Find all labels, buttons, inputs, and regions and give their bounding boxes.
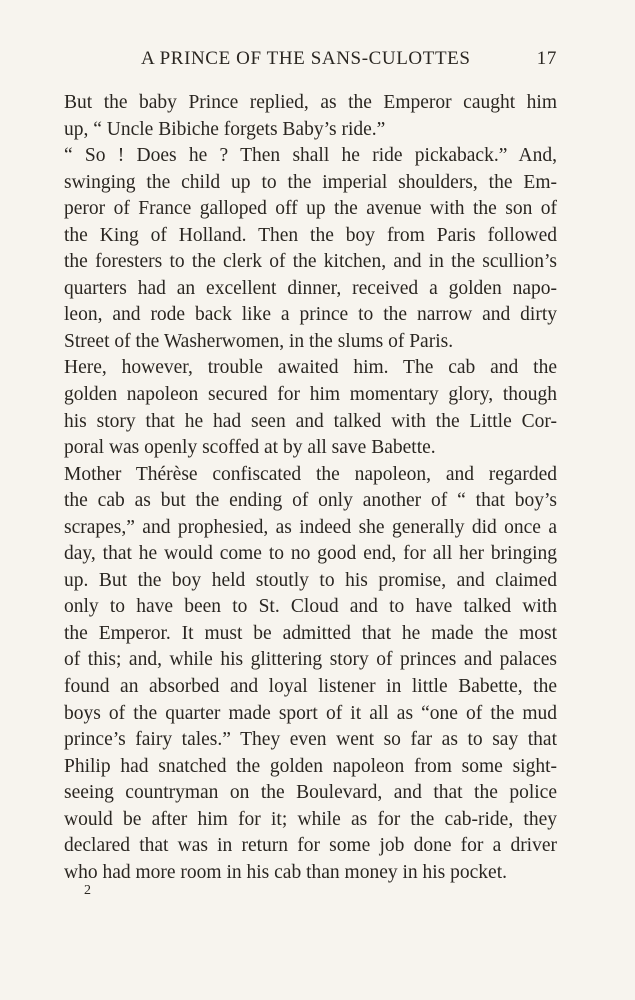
text-line: seeing countryman on the Boulevard, and that the police: [64, 782, 557, 804]
text-line: peror of France galloped off up the avenue with the son of: [64, 198, 557, 220]
text-line: up. But the boy held stoutly to his promise, and claimed: [64, 569, 557, 591]
text-line: quarters had an excellent dinner, received a golden napo-: [64, 277, 557, 299]
text-line: Here, however, trouble awaited him. The cab and the: [64, 357, 557, 379]
text-line: the cab as but the ending of only another of “ that boy’s: [64, 490, 557, 512]
text-line: golden napoleon secured for him momentary glory, though: [64, 384, 557, 406]
text-line: day, that he would come to no good end, for all her bringing: [64, 543, 557, 565]
text-line: who had more room in his cab than money in his pocket.: [64, 861, 507, 883]
text-line: poral was openly scoffed at by all save Babette.: [64, 437, 436, 459]
running-head: [64, 48, 557, 74]
text-line: swinging the child up to the imperial shoulders, the Em-: [64, 171, 557, 193]
text-line: the King of Holland. Then the boy from Paris followed: [64, 224, 557, 246]
text-line: prince’s fairy tales.” They even went so far as to say that: [64, 729, 557, 751]
text-line: declared that was in return for some job done for a driver: [64, 835, 557, 857]
text-line: leon, and rode back like a prince to the narrow and dirty: [64, 304, 557, 326]
text-line: Street of the Washerwomen, in the slums of Paris.: [64, 330, 454, 352]
text-line: found an absorbed and loyal listener in little Babette, the: [64, 676, 557, 698]
text-line: Mother Thérèse confiscated the napoleon, and regarded: [64, 463, 557, 485]
text-line: up, “ Uncle Bibiche forgets Baby’s ride.”: [64, 118, 386, 140]
signature-mark: 2: [84, 883, 91, 898]
text-line: But the baby Prince replied, as the Emperor caught him: [64, 92, 557, 113]
text-line: boys of the quarter made sport of it all as “one of the mud: [64, 702, 557, 724]
text-line: his story that he had seen and talked with the Little Cor-: [64, 410, 557, 432]
text-line: Philip had snatched the golden napoleon from some sight-: [64, 755, 557, 777]
body-text: [64, 90, 557, 886]
text-line: the Emperor. It must be admitted that he made the most: [64, 622, 557, 644]
text-line: “ So ! Does he ? Then shall he ride pickaback.” And,: [64, 145, 557, 167]
running-title: A PRINCE OF THE SANS-CULOTTES: [141, 48, 471, 69]
page-number: 17: [536, 48, 557, 69]
text-line: of this; and, while his glittering story of princes and palaces: [64, 649, 557, 671]
text-line: only to have been to St. Cloud and to have talked with: [64, 596, 557, 618]
text-line: would be after him for it; while as for the cab-ride, they: [64, 808, 557, 830]
text-line: the foresters to the clerk of the kitchen, and in the scullion’s: [64, 251, 557, 273]
text-line: scrapes,” and prophesied, as indeed she generally did once a: [64, 516, 557, 538]
